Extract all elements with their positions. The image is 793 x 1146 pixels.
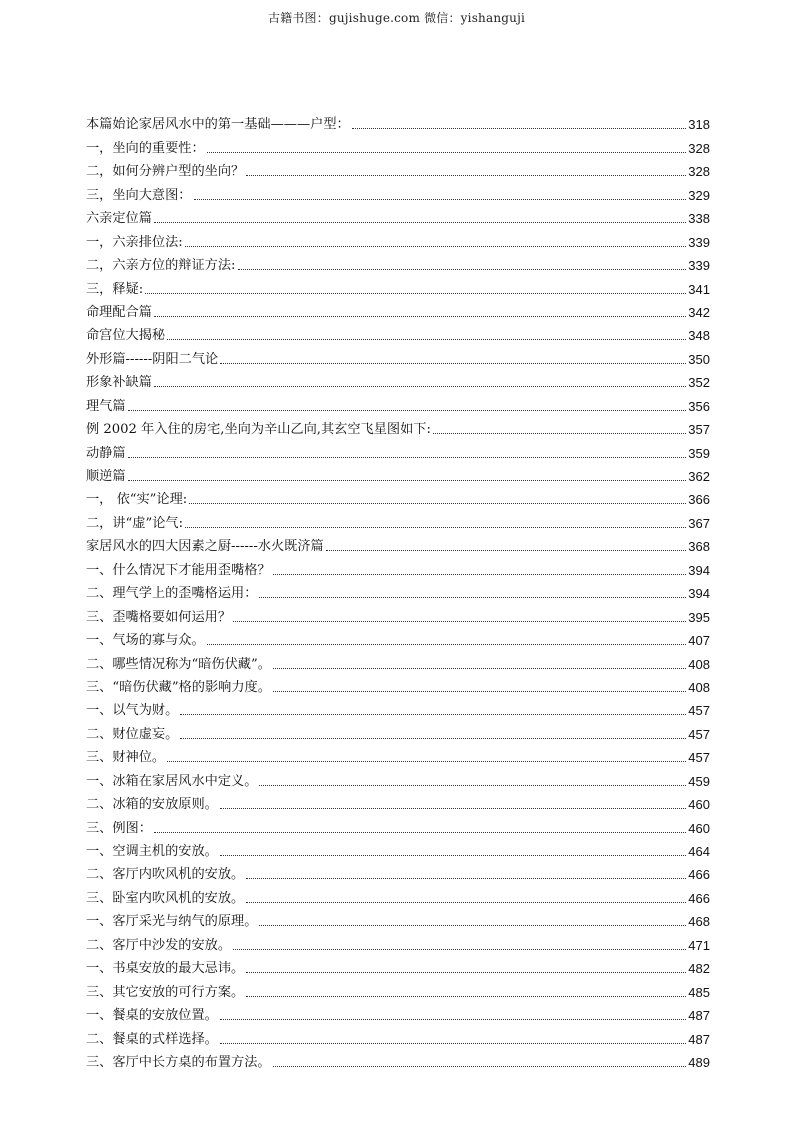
toc-dot-leader: [273, 690, 686, 692]
toc-entry-title: 三、财神位。: [86, 750, 166, 766]
toc-entry[interactable]: [86, 555, 710, 578]
toc-entry-page-number: 489: [688, 1054, 710, 1070]
toc-entry-page-number: 339: [688, 258, 710, 274]
toc-dot-leader: [189, 502, 686, 504]
toc-entry[interactable]: [86, 532, 710, 555]
toc-entry[interactable]: [86, 790, 710, 813]
toc-entry[interactable]: [86, 227, 710, 250]
toc-entry-title: 三、例图：: [86, 820, 152, 836]
toc-entry-title: 一、客厅采光与纳气的原理。: [86, 914, 258, 930]
toc-entry[interactable]: [86, 180, 710, 203]
toc-entry[interactable]: [86, 438, 710, 461]
toc-entry-page-number: 457: [688, 726, 710, 742]
toc-entry-page-number: 328: [688, 164, 710, 180]
toc-dot-leader: [273, 1065, 687, 1067]
toc-entry[interactable]: [86, 930, 710, 953]
toc-entry-title: 二、哪些情况称为“暗伤伏藏”。: [86, 656, 271, 672]
toc-dot-leader: [220, 807, 686, 809]
toc-dot-leader: [326, 549, 687, 551]
toc-entry-page-number: 482: [688, 961, 710, 977]
toc-entry-title: 三、卧室内吹风机的安放。: [86, 890, 245, 906]
toc-entry[interactable]: [86, 133, 710, 156]
toc-entry-page-number: 357: [688, 422, 710, 438]
toc-entry[interactable]: [86, 415, 710, 438]
toc-entry-title: 六亲定位篇: [86, 211, 152, 227]
toc-entry-page-number: 356: [688, 398, 710, 414]
toc-entry[interactable]: [86, 344, 710, 367]
toc-dot-leader: [194, 198, 687, 200]
toc-entry[interactable]: [86, 626, 710, 649]
toc-entry[interactable]: [86, 1024, 710, 1047]
toc-entry[interactable]: [86, 766, 710, 789]
toc-entry-page-number: 464: [688, 844, 710, 859]
toc-dot-leader: [167, 760, 686, 762]
toc-entry[interactable]: [86, 977, 710, 1000]
toc-entry-page-number: 466: [688, 890, 710, 906]
toc-entry-title: 一，坐向的重要性：: [86, 140, 205, 156]
toc-entry[interactable]: [86, 696, 710, 719]
toc-entry-page-number: 329: [688, 187, 710, 203]
toc-entry[interactable]: [86, 860, 710, 883]
toc-entry-title: 一、书桌安放的最大忌讳。: [86, 961, 245, 977]
toc-dot-leader: [259, 596, 686, 598]
toc-dot-leader: [246, 877, 686, 879]
table-of-contents: [86, 110, 710, 1071]
toc-entry[interactable]: [86, 837, 710, 860]
toc-dot-leader: [246, 901, 686, 903]
toc-entry[interactable]: [86, 251, 710, 274]
toc-entry-page-number: 457: [688, 750, 710, 766]
toc-entry-title: 三，释疑:: [86, 281, 144, 297]
toc-entry-title: 动静篇: [86, 445, 126, 461]
toc-dot-leader: [154, 385, 686, 387]
toc-entry-page-number: 328: [688, 140, 710, 156]
toc-dot-leader: [273, 667, 686, 669]
toc-dot-leader: [246, 971, 686, 973]
toc-entry-title: 命理配合篇: [86, 304, 152, 320]
toc-entry-title: 一、以气为财。: [86, 703, 179, 719]
toc-dot-leader: [128, 409, 687, 411]
toc-entry-title: 二、理气学上的歪嘴格运用：: [86, 586, 258, 602]
toc-entry-page-number: 471: [688, 937, 710, 953]
toc-entry[interactable]: [86, 391, 710, 414]
toc-entry[interactable]: [86, 579, 710, 602]
toc-dot-leader: [246, 174, 686, 176]
toc-entry[interactable]: [86, 110, 710, 133]
toc-dot-leader: [145, 292, 686, 294]
toc-entry[interactable]: [86, 673, 710, 696]
toc-dot-leader: [128, 479, 687, 481]
toc-entry-title: 一，六亲排位法:: [86, 234, 183, 250]
toc-entry-page-number: 460: [688, 820, 710, 836]
toc-entry-page-number: 339: [688, 234, 710, 250]
toc-entry-page-number: 459: [688, 773, 710, 789]
toc-entry[interactable]: [86, 954, 710, 977]
toc-entry[interactable]: [86, 462, 710, 485]
toc-entry-title: 一、餐桌的安放位置。: [86, 1008, 218, 1024]
toc-dot-leader: [220, 1018, 686, 1020]
toc-entry-page-number: 341: [688, 281, 710, 297]
toc-entry[interactable]: [86, 321, 710, 344]
toc-entry-page-number: 487: [688, 1008, 710, 1024]
toc-entry-page-number: 367: [688, 515, 710, 531]
toc-dot-leader: [259, 784, 686, 786]
toc-dot-leader: [273, 573, 687, 575]
toc-entry-page-number: 408: [688, 679, 710, 695]
toc-dot-leader: [180, 713, 686, 715]
toc-dot-leader: [433, 432, 686, 434]
toc-entry-title: 三、其它安放的可行方案。: [86, 984, 245, 1000]
toc-entry-title: 一、冰箱在家居风水中定义。: [86, 773, 258, 789]
toc-entry-title: 本篇始论家居风水中的第一基础———户型：: [86, 117, 350, 133]
toc-entry-title: 形象补缺篇: [86, 375, 152, 391]
toc-entry[interactable]: [86, 813, 710, 836]
toc-entry-page-number: 407: [688, 633, 710, 649]
toc-dot-leader: [154, 315, 686, 317]
toc-entry-page-number: 368: [688, 539, 710, 555]
toc-entry[interactable]: [86, 602, 710, 625]
toc-dot-leader: [259, 924, 686, 926]
toc-entry-title: 三、“暗伤伏藏”格的影响力度。: [86, 679, 271, 695]
toc-dot-leader: [220, 362, 686, 364]
toc-entry-title: 三、客厅中长方桌的布置方法。: [86, 1054, 271, 1070]
toc-entry[interactable]: [86, 719, 710, 742]
toc-dot-leader: [220, 854, 686, 856]
toc-entry-page-number: 487: [688, 1031, 710, 1047]
toc-entry-title: 二、餐桌的式样选择。: [86, 1031, 218, 1047]
toc-entry[interactable]: [86, 157, 710, 180]
toc-dot-leader: [180, 737, 686, 739]
toc-entry-page-number: 352: [688, 375, 710, 391]
toc-entry-page-number: 350: [688, 351, 710, 367]
toc-dot-leader: [185, 245, 687, 247]
toc-entry-page-number: 359: [688, 445, 710, 461]
toc-entry-title: 三，坐向大意图：: [86, 187, 192, 203]
toc-entry-title: 一、空调主机的安放。: [86, 844, 218, 859]
toc-entry[interactable]: [86, 883, 710, 906]
toc-dot-leader: [352, 127, 687, 129]
toc-entry-page-number: 457: [688, 703, 710, 719]
toc-dot-leader: [154, 831, 686, 833]
toc-entry-title: 二，如何分辨户型的坐向？: [86, 164, 245, 180]
toc-entry-page-number: 460: [688, 797, 710, 813]
toc-entry[interactable]: [86, 508, 710, 531]
toc-entry[interactable]: [86, 485, 710, 508]
toc-entry-title: 外形篇------阴阳二气论: [86, 351, 219, 367]
toc-entry[interactable]: [86, 298, 710, 321]
toc-entry-page-number: 342: [688, 304, 710, 320]
toc-entry-title: 二，讲“虚”论气:: [86, 515, 184, 531]
toc-entry-page-number: 466: [688, 867, 710, 883]
toc-dot-leader: [128, 456, 687, 458]
toc-entry-page-number: 318: [688, 117, 710, 133]
toc-dot-leader: [167, 338, 686, 340]
toc-dot-leader: [185, 526, 686, 528]
toc-entry-title: 二，六亲方位的辩证方法:: [86, 258, 236, 274]
toc-entry-title: 一、气场的寡与众。: [86, 633, 205, 649]
toc-entry-title: 家居风水的四大因素之厨------水火既济篇: [86, 539, 324, 555]
toc-entry[interactable]: [86, 1048, 710, 1071]
toc-entry-title: 一， 依“实”论理:: [86, 492, 188, 508]
toc-entry-title: 二、客厅内吹风机的安放。: [86, 867, 245, 883]
toc-entry-title: 例 2002 年入住的房宅,坐向为辛山乙向,其玄空飞星图如下:: [86, 422, 431, 438]
toc-entry[interactable]: [86, 649, 710, 672]
toc-entry-title: 顺逆篇: [86, 469, 126, 484]
toc-dot-leader: [207, 151, 687, 153]
toc-entry-page-number: 348: [688, 328, 710, 344]
toc-entry-title: 二、冰箱的安放原则。: [86, 797, 218, 813]
toc-dot-leader: [154, 221, 686, 223]
toc-entry[interactable]: [86, 274, 710, 297]
toc-entry-page-number: 394: [688, 562, 710, 578]
toc-entry[interactable]: [86, 743, 710, 766]
toc-entry-page-number: 366: [688, 492, 710, 508]
toc-entry-title: 二、客厅中沙发的安放。: [86, 937, 232, 953]
toc-dot-leader: [207, 643, 687, 645]
toc-entry-page-number: 408: [688, 656, 710, 672]
toc-entry-title: 二、财位虚妄。: [86, 726, 179, 742]
toc-entry[interactable]: [86, 368, 710, 391]
toc-entry-page-number: 468: [688, 914, 710, 930]
toc-entry[interactable]: [86, 907, 710, 930]
toc-dot-leader: [246, 995, 686, 997]
toc-entry-title: 理气篇: [86, 398, 126, 414]
toc-entry[interactable]: [86, 1001, 710, 1024]
toc-entry-title: 命宫位大揭秘: [86, 328, 166, 344]
page-header: 古籍书图：gujishuge.com 微信：yishanguji: [267, 11, 526, 25]
toc-entry-page-number: 338: [688, 211, 710, 227]
toc-entry-page-number: 362: [688, 469, 710, 484]
toc-dot-leader: [238, 268, 687, 270]
toc-dot-leader: [233, 948, 686, 950]
toc-entry-page-number: 394: [688, 586, 710, 602]
toc-dot-leader: [233, 620, 686, 622]
toc-entry-page-number: 395: [688, 609, 710, 625]
toc-entry-title: 一、什么情况下才能用歪嘴格？: [86, 562, 271, 578]
toc-entry-title: 三、歪嘴格要如何运用？: [86, 609, 232, 625]
toc-dot-leader: [220, 1042, 686, 1044]
toc-entry-page-number: 485: [688, 984, 710, 1000]
toc-entry[interactable]: [86, 204, 710, 227]
